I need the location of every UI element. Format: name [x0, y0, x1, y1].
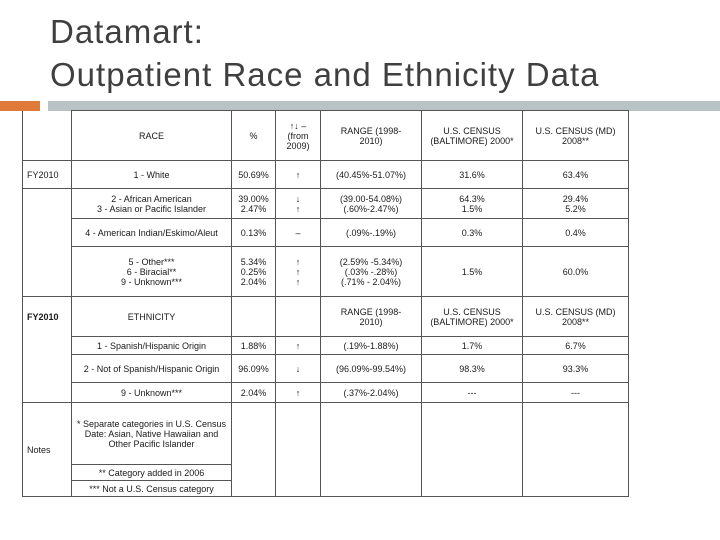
- pct-value: 1.88%: [232, 337, 276, 355]
- census-md-value: 60.0%: [523, 247, 629, 297]
- pct-value: 0.25%: [240, 266, 267, 277]
- census-baltimore-value: 0.3%: [422, 219, 523, 247]
- range-value: (40.45%-51.07%): [321, 161, 422, 189]
- census-md-value: ---: [523, 383, 629, 403]
- race-label: 3 - Asian or Pacific Islander: [96, 203, 207, 214]
- table-row: [23, 383, 629, 403]
- census-baltimore-value: 98.3%: [422, 355, 523, 383]
- ethnicity-label: 2 - Not of Spanish/Hispanic Origin: [72, 355, 232, 383]
- range-value: (96.09%-99.54%): [321, 355, 422, 383]
- race-label: 2 - African American: [111, 193, 192, 204]
- title-line-2: Outpatient Race and Ethnicity Data: [50, 56, 600, 93]
- table-row: [23, 337, 629, 355]
- census-baltimore-value: 64.3%: [459, 193, 485, 204]
- census-baltimore-value: 1.5%: [422, 247, 523, 297]
- table-row-group: [23, 247, 629, 297]
- range-value: (.37%-2.04%): [321, 383, 422, 403]
- pct-value: 0.13%: [232, 219, 276, 247]
- range-value: (.71% - 2.04%): [340, 276, 402, 287]
- census-baltimore-value: 31.6%: [422, 161, 523, 189]
- notes-row: [23, 403, 629, 465]
- pct-value: 96.09%: [232, 355, 276, 383]
- trend-arrow: ↑: [295, 203, 301, 214]
- race-label: 6 - Biracial**: [126, 266, 177, 277]
- race-label: 5 - Other***: [128, 256, 175, 267]
- notes-label: Notes: [23, 403, 72, 497]
- table-row: [23, 219, 629, 247]
- range-value: (.60%-2.47%): [343, 203, 399, 214]
- trend-arrow: ↑: [295, 276, 301, 287]
- census-md-value: 29.4%: [562, 193, 589, 204]
- range-value: (2.59% -5.34%): [339, 256, 403, 267]
- trend-arrow: ↓: [276, 355, 321, 383]
- note: ** Category added in 2006: [72, 465, 232, 481]
- census-baltimore-header: U.S. CENSUS (BALTIMORE) 2000*: [422, 297, 523, 337]
- trend-arrow: ↑: [295, 266, 301, 277]
- census-md-value: 63.4%: [523, 161, 629, 189]
- pct-header: %: [232, 111, 276, 161]
- ethnicity-label: 9 - Unknown***: [72, 383, 232, 403]
- trend-arrow: ↑: [276, 161, 321, 189]
- census-md-header: U.S. CENSUS (MD) 2008**: [523, 111, 629, 161]
- pct-value: 2.47%: [240, 203, 267, 214]
- range-value: (.09%-.19%): [321, 219, 422, 247]
- census-md-header: U.S. CENSUS (MD) 2008**: [523, 297, 629, 337]
- trend-arrow: ↑: [276, 383, 321, 403]
- race-label: 4 - American Indian/Eskimo/Aleut: [72, 219, 232, 247]
- race-header: RACE: [72, 111, 232, 161]
- range-header: RANGE (1998- 2010): [321, 111, 422, 161]
- trend-arrow: –: [276, 219, 321, 247]
- pct-value: 2.04%: [232, 383, 276, 403]
- race-label: 1 - White: [72, 161, 232, 189]
- year-label: FY2010: [23, 297, 72, 337]
- data-table: [22, 110, 628, 497]
- census-md-value: 93.3%: [523, 355, 629, 383]
- range-value: (.03% -.28%): [344, 266, 398, 277]
- census-baltimore-value: 1.7%: [422, 337, 523, 355]
- ethnicity-label: 1 - Spanish/Hispanic Origin: [72, 337, 232, 355]
- note: *** Not a U.S. Census category: [72, 481, 232, 497]
- slide-title: [50, 10, 599, 96]
- pct-value: 5.34%: [240, 256, 267, 267]
- range-value: (39.00-54.08%): [339, 193, 403, 204]
- census-md-value: 5.2%: [565, 203, 586, 214]
- race-label: 9 - Unknown***: [120, 276, 183, 287]
- note: * Separate categories in U.S. Census Date: Asian, Native Hawaiian and Other Pacific Islander: [72, 403, 232, 465]
- title-line-1: Datamart:: [50, 13, 204, 50]
- race-header-row: [23, 111, 629, 161]
- trend-header: ↑↓ – (from 2009): [276, 111, 321, 161]
- pct-value: 2.04%: [240, 276, 267, 287]
- census-baltimore-value: 1.5%: [461, 203, 483, 214]
- census-baltimore-header: U.S. CENSUS (BALTIMORE) 2000*: [422, 111, 523, 161]
- range-value: (.19%-1.88%): [321, 337, 422, 355]
- year-label: FY2010: [23, 161, 72, 189]
- census-md-value: 0.4%: [523, 219, 629, 247]
- census-baltimore-value: ---: [422, 383, 523, 403]
- trend-arrow: ↑: [295, 256, 301, 267]
- table-row: [23, 161, 629, 189]
- pct-value: 50.69%: [232, 161, 276, 189]
- trend-arrow: ↑: [276, 337, 321, 355]
- range-header: RANGE (1998- 2010): [321, 297, 422, 337]
- table-row: [23, 189, 629, 219]
- ethnicity-header: ETHNICITY: [72, 297, 232, 337]
- table-row: [23, 355, 629, 383]
- trend-arrow: ↓: [295, 193, 301, 204]
- pct-value: 39.00%: [238, 193, 269, 204]
- ethnicity-header-row: [23, 297, 629, 337]
- census-md-value: 6.7%: [523, 337, 629, 355]
